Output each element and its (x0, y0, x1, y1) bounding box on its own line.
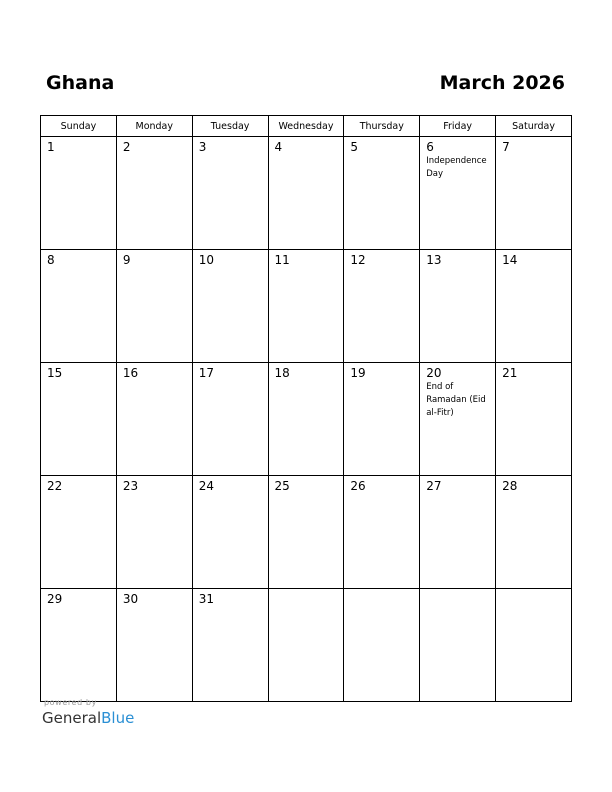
brand-blue-text: Blue (101, 709, 135, 727)
day-number: 26 (350, 479, 366, 493)
calendar-day-cell (268, 476, 344, 589)
weekday-header: Friday (420, 116, 496, 137)
day-number: 21 (502, 366, 518, 380)
calendar-day-cell (41, 589, 117, 702)
calendar-day-cell (496, 250, 572, 363)
calendar-week-row (41, 363, 572, 476)
day-number: 22 (47, 479, 63, 493)
powered-by-label: powered by (44, 698, 97, 707)
day-number: 11 (274, 253, 290, 267)
calendar-day-cell (496, 363, 572, 476)
calendar-empty-cell (268, 589, 344, 702)
calendar-day-cell (420, 363, 496, 476)
calendar-day-cell (41, 250, 117, 363)
calendar-month-title: March 2026 (439, 72, 565, 94)
day-number: 15 (47, 366, 63, 380)
weekday-header-row (41, 116, 572, 137)
calendar-day-cell (116, 137, 192, 250)
calendar-day-cell (268, 137, 344, 250)
calendar-day-cell (41, 476, 117, 589)
calendar-day-cell (268, 363, 344, 476)
weekday-header: Thursday (344, 116, 420, 137)
day-number: 5 (350, 140, 359, 154)
calendar-day-cell (116, 363, 192, 476)
calendar-week-row (41, 589, 572, 702)
calendar-day-cell (496, 476, 572, 589)
calendar-day-cell (116, 589, 192, 702)
day-number: 9 (122, 253, 131, 267)
day-number: 10 (198, 253, 214, 267)
calendar-day-cell (268, 250, 344, 363)
holiday-label: Independence Day (426, 156, 487, 179)
day-number: 2 (122, 140, 131, 154)
calendar-day-cell (420, 137, 496, 250)
calendar-day-cell (41, 363, 117, 476)
day-number: 25 (274, 479, 290, 493)
day-number: 20 (426, 366, 442, 380)
calendar-week-row (41, 476, 572, 589)
calendar-day-cell (192, 363, 268, 476)
day-number: 30 (122, 592, 139, 606)
day-number: 4 (274, 140, 283, 154)
calendar-day-cell (344, 363, 420, 476)
calendar-day-cell (41, 137, 117, 250)
day-number: 12 (350, 253, 366, 267)
day-number: 7 (502, 140, 510, 154)
day-number: 3 (198, 140, 207, 154)
calendar-day-cell (420, 250, 496, 363)
calendar-day-cell (420, 476, 496, 589)
day-number: 17 (198, 366, 214, 380)
day-number: 6 (426, 140, 434, 154)
calendar-day-cell (344, 137, 420, 250)
day-number: 18 (274, 366, 290, 380)
calendar-week-row (41, 137, 572, 250)
day-number: 24 (198, 479, 214, 493)
weekday-header: Wednesday (268, 116, 344, 137)
weekday-header: Monday (116, 116, 192, 137)
weekday-header: Saturday (496, 116, 572, 137)
calendar-country-title: Ghana (46, 72, 115, 94)
day-number: 19 (350, 366, 366, 380)
brand-general-text: General (42, 709, 102, 727)
calendar-day-cell (344, 250, 420, 363)
calendar-day-cell (344, 476, 420, 589)
calendar-day-cell (116, 476, 192, 589)
day-number: 27 (426, 479, 442, 493)
day-number: 13 (426, 253, 442, 267)
generalblue-logo (42, 709, 134, 727)
weekday-header: Tuesday (192, 116, 268, 137)
holiday-label: End of Ramadan (Eid al-Fitr) (426, 382, 486, 418)
calendar-day-cell (192, 589, 268, 702)
day-number: 28 (502, 479, 518, 493)
calendar-week-row (41, 250, 572, 363)
calendar-day-cell (192, 250, 268, 363)
calendar-day-cell (496, 137, 572, 250)
day-number: 14 (502, 253, 518, 267)
day-number: 1 (47, 140, 55, 154)
calendar-day-cell (116, 250, 192, 363)
day-number: 23 (122, 479, 139, 493)
day-number: 16 (122, 366, 139, 380)
weekday-header: Sunday (41, 116, 117, 137)
calendar-day-cell (192, 137, 268, 250)
day-number: 31 (198, 592, 214, 606)
calendar-empty-cell (420, 589, 496, 702)
calendar-empty-cell (496, 589, 572, 702)
calendar-grid (40, 115, 572, 702)
day-number: 8 (47, 253, 55, 267)
calendar-empty-cell (344, 589, 420, 702)
day-number: 29 (47, 592, 63, 606)
calendar-day-cell (192, 476, 268, 589)
